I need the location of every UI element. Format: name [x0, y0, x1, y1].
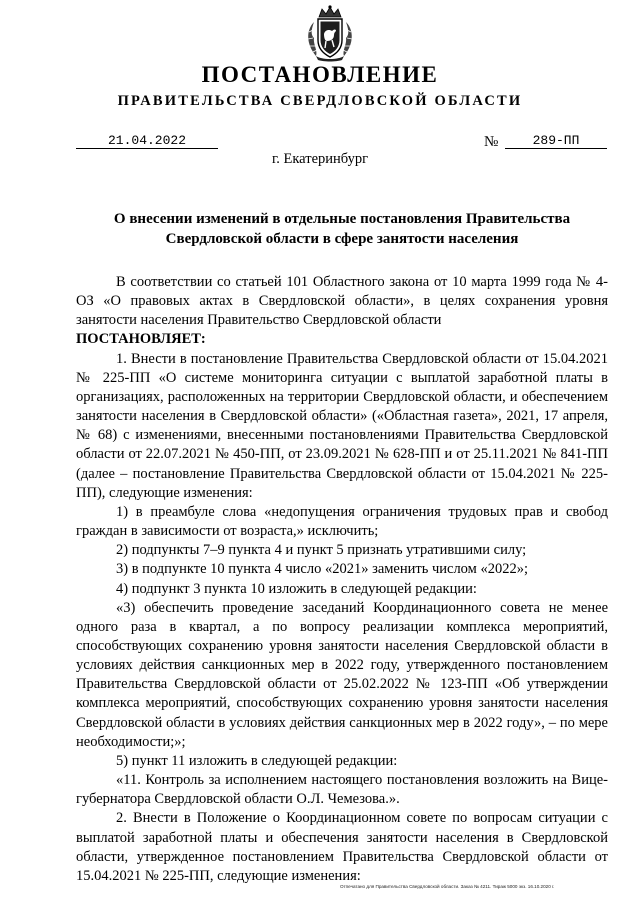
resolves-heading: ПОСТАНОВЛЯЕТ: — [76, 331, 206, 348]
print-footer: Отпечатано для Правительства Свердловской области. Заказ № 4211. Тираж 5000 экз. 16.10.2020 г. — [340, 884, 555, 889]
document-date: 21.04.2022 — [76, 133, 218, 149]
subclause-5: 5) пункт 11 изложить в следующей редакции: — [116, 752, 398, 769]
clause-2: 2. Внести в Положение о Координационном совете по вопросам ситуации с выплатой заработной платы и обеспечения занятости населения в Свердловской области, утвержденное постановлением Правительства Свердловской области от 15.04.2021 № 225-ПП, следующие изменения: — [76, 810, 608, 884]
clause-1: 1. Внести в постановление Правительства Свердловской области от 15.04.2021 № 225-ПП «О системе мониторинга ситуации с выплатой заработной платы в организациях, расположенных на территории Свердловской области, и обеспечением занятости населения в Свердловской области» («Областная газета», 2021, 17 апреля, № 68) с изменениями, внесенными постановлениями Правительства Свердловской области от 22.07.2021 № 450-ПП, от 23.09.2021 № 628-ПП и от 25.11.2021 № 841-ПП (далее – постановление Правительства Свердловской области от 15.04.2021 № 225-ПП), следующие изменения: — [76, 350, 608, 501]
preamble-paragraph: В соответствии со статьей 101 Областного закона от 10 марта 1999 года № 4-ОЗ «О правовых актах в Свердловской области», в целях сохранения уровня занятости населения Правительство Свердловской области — [76, 274, 608, 329]
number-sign: № — [484, 134, 499, 150]
document-title: ПОСТАНОВЛЕНИЕ — [201, 62, 439, 87]
subclause-4: 4) подпункт 3 пункта 10 изложить в следующей редакции: — [116, 580, 477, 597]
subclause-5-text: «11. Контроль за исполнением настоящего постановления возложить на Вице-губернатора Свердловской области О.Л. Чемезова.». — [76, 772, 608, 808]
subclause-4-text: «3) обеспечить проведение заседаний Координационного совета не менее одного раза в квартал, а по вопросу реализации комплекса мероприятий, способствующих сохранению уровня занятости населения Свердловской области в условиях действия санкционных мер в 2022 году, утвержденного постановлением Правительства Свердловской области от 25.02.2022 № 123-ПП «Об утверждении комплекса мероприятий, способствующих сохранению уровня занятости населения Свердловской области в условиях действия санкционных мер в 2022 году», – по мере необходимости;»; — [76, 599, 608, 750]
document-issuer: ПРАВИТЕЛЬСТВА СВЕРДЛОВСКОЙ ОБЛАСТИ — [117, 93, 523, 109]
subclause-2: 2) подпункты 7–9 пункта 4 и пункт 5 признать утратившими силу; — [116, 542, 527, 559]
document-city: г. Екатеринбург — [271, 151, 369, 167]
document-number: 289-ПП — [505, 133, 607, 149]
document-body — [76, 273, 608, 886]
coat-of-arms-icon — [300, 4, 360, 62]
subclause-1: 1) в преамбуле слова «недопущения ограничения трудовых прав и свобод граждан в зависимости от возраста,» исключить; — [76, 503, 608, 540]
subclause-3: 3) в подпункте 10 пункта 4 число «2021» заменить числом «2022»; — [116, 561, 528, 578]
document-subject: О внесении изменений в отдельные постановления Правительства Свердловской области в сфере занятости населения — [113, 211, 571, 247]
